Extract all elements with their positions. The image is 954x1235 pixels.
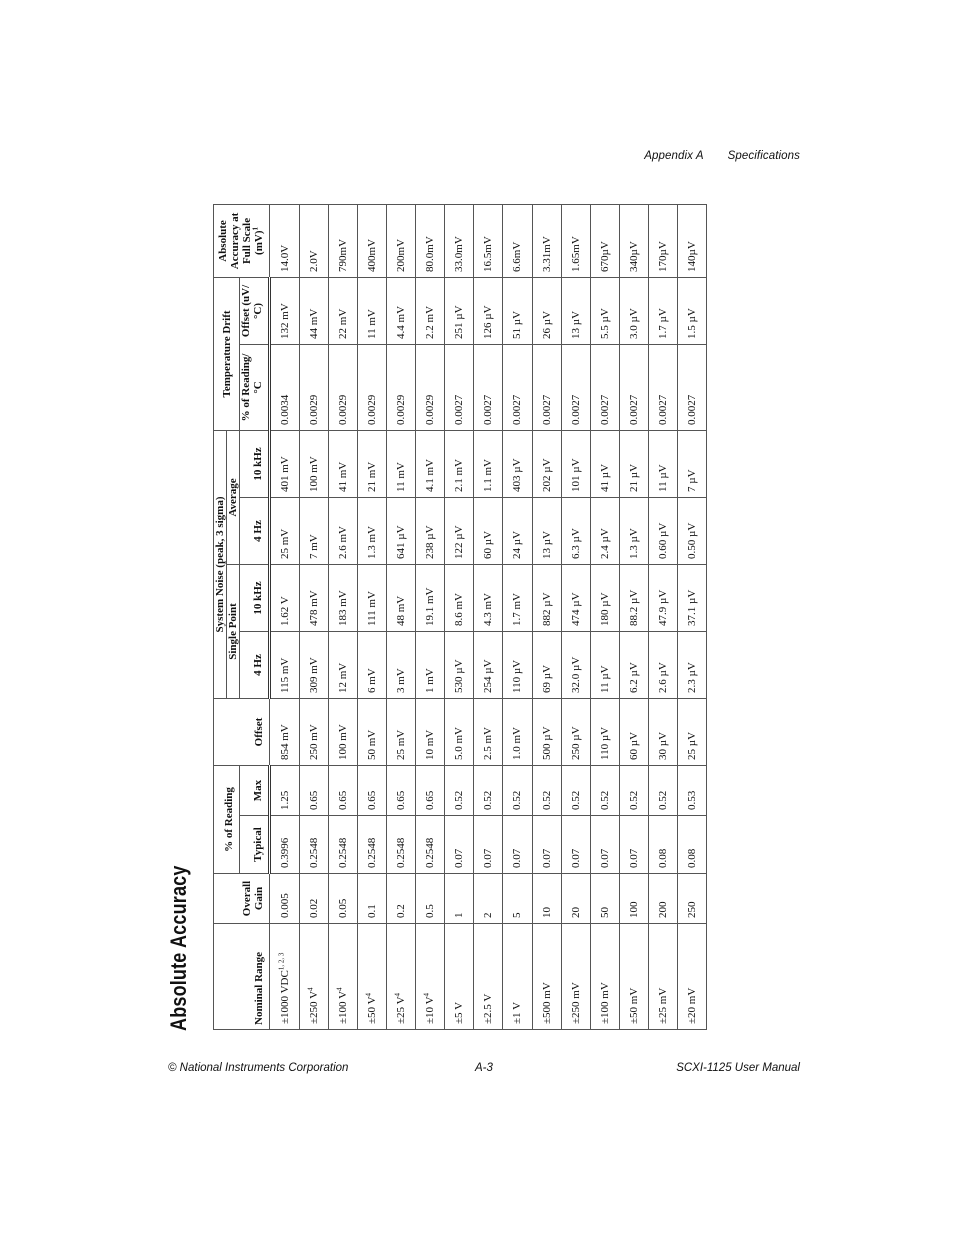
- cell-offset: 25 µV: [677, 699, 706, 766]
- cell-av10k: 41 µV: [590, 430, 619, 497]
- cell-typ: 0.07: [590, 816, 619, 874]
- col-offset: Offset: [214, 699, 270, 766]
- col-max: Max: [240, 766, 270, 816]
- cell-av4: 1.3 mV: [358, 498, 387, 565]
- table-row: [416, 204, 445, 1029]
- range-footnote: 4: [335, 987, 344, 991]
- range-value: ±10 V: [424, 996, 437, 1024]
- cell-av4: 7 mV: [300, 498, 329, 565]
- cell-off_c: 11 mV: [358, 277, 387, 344]
- range-footnote: 4: [422, 992, 431, 997]
- range-value: ±500 mV: [540, 982, 553, 1024]
- cell-gain: 5: [503, 874, 532, 924]
- cell-typ: 0.08: [648, 816, 677, 874]
- cell-pct_c: 0.0027: [474, 344, 503, 430]
- cell-sp10k: 4.3 mV: [474, 565, 503, 632]
- header-chapter: Specifications: [727, 150, 800, 162]
- range-value: ±250 mV: [569, 982, 582, 1024]
- cell-max: 0.52: [532, 766, 561, 816]
- cell-typ: 0.2548: [416, 816, 445, 874]
- cell-av4: 24 µV: [503, 498, 532, 565]
- col-sp-10khz: 10 kHz: [240, 565, 270, 632]
- col-av-10khz: 10 kHz: [240, 430, 270, 497]
- col-average: Average: [227, 430, 240, 564]
- cell-max: 0.52: [503, 766, 532, 816]
- cell-sp10k: 180 µV: [590, 565, 619, 632]
- cell-av10k: 1.1 mV: [474, 430, 503, 497]
- range-value: ±25 V: [395, 996, 408, 1024]
- range-value: ±100 mV: [598, 982, 611, 1024]
- cell-av4: 6.3 µV: [561, 498, 590, 565]
- cell-av4: 2.4 µV: [590, 498, 619, 565]
- cell-gain: 0.005: [270, 874, 300, 924]
- cell-offset: 25 mV: [387, 699, 416, 766]
- cell-typ: 0.08: [677, 816, 706, 874]
- cell-off_c: 251 µV: [445, 277, 474, 344]
- cell-sp10k: 88.2 µV: [619, 565, 648, 632]
- cell-off_c: 4.4 mV: [387, 277, 416, 344]
- cell-sp10k: 111 mV: [358, 565, 387, 632]
- cell-max: 0.52: [445, 766, 474, 816]
- cell-off_c: 13 µV: [561, 277, 590, 344]
- range-value: ±5 V: [453, 1001, 466, 1024]
- cell-gain: 250: [677, 874, 706, 924]
- cell-sp4: 6 mV: [358, 632, 387, 699]
- cell-sp4: 309 mV: [300, 632, 329, 699]
- cell-max: 0.52: [590, 766, 619, 816]
- cell-av10k: 403 µV: [503, 430, 532, 497]
- cell-sp4: 1 mV: [416, 632, 445, 699]
- cell-off_c: 5.5 µV: [590, 277, 619, 344]
- table-row: [300, 204, 329, 1029]
- cell-off_c: 132 mV: [270, 277, 300, 344]
- table-row: [445, 204, 474, 1029]
- cell-max: 0.52: [648, 766, 677, 816]
- cell-av4: 1.3 µV: [619, 498, 648, 565]
- cell-typ: 0.07: [532, 816, 561, 874]
- cell-range: [387, 924, 416, 1030]
- cell-pct_c: 0.0029: [300, 344, 329, 430]
- range-value: ±1 V: [511, 1001, 524, 1024]
- range-footnote: 4: [364, 992, 373, 997]
- cell-gain: 100: [619, 874, 648, 924]
- cell-range: [445, 924, 474, 1030]
- cell-av10k: 21 µV: [619, 430, 648, 497]
- cell-sp4: 115 mV: [270, 632, 300, 699]
- cell-max: 0.52: [619, 766, 648, 816]
- cell-off_c: 22 mV: [329, 277, 358, 344]
- cell-av4: 122 µV: [445, 498, 474, 565]
- col-av-4hz: 4 Hz: [240, 498, 270, 565]
- cell-sp10k: 47.9 µV: [648, 565, 677, 632]
- cell-abs: 670µV: [590, 204, 619, 277]
- cell-offset: 500 µV: [532, 699, 561, 766]
- cell-gain: 0.02: [300, 874, 329, 924]
- cell-av10k: 401 mV: [270, 430, 300, 497]
- table-row: [561, 204, 590, 1029]
- cell-av10k: 21 mV: [358, 430, 387, 497]
- cell-abs: 340µV: [619, 204, 648, 277]
- table-row: [619, 204, 648, 1029]
- cell-typ: 0.07: [445, 816, 474, 874]
- cell-sp10k: 37.1 µV: [677, 565, 706, 632]
- cell-offset: 50 mV: [358, 699, 387, 766]
- cell-off_c: 44 mV: [300, 277, 329, 344]
- cell-typ: 0.07: [474, 816, 503, 874]
- cell-abs: 790mV: [329, 204, 358, 277]
- cell-gain: 50: [590, 874, 619, 924]
- col-pct-reading-per-c: % of Reading/°C: [240, 344, 270, 430]
- cell-sp10k: 1.62 V: [270, 565, 300, 632]
- cell-abs: 80.0mV: [416, 204, 445, 277]
- cell-av10k: 101 µV: [561, 430, 590, 497]
- cell-offset: 10 mV: [416, 699, 445, 766]
- cell-abs: 6.6mV: [503, 204, 532, 277]
- cell-sp10k: 19.1 mV: [416, 565, 445, 632]
- cell-range: [677, 924, 706, 1030]
- cell-off_c: 26 µV: [532, 277, 561, 344]
- cell-av10k: 202 µV: [532, 430, 561, 497]
- cell-offset: 250 µV: [561, 699, 590, 766]
- cell-sp4: 254 µV: [474, 632, 503, 699]
- cell-offset: 5.0 mV: [445, 699, 474, 766]
- cell-typ: 0.2548: [300, 816, 329, 874]
- cell-pct_c: 0.0029: [358, 344, 387, 430]
- cell-av4: 60 µV: [474, 498, 503, 565]
- col-offset-drift: Offset (uV/°C): [240, 277, 270, 344]
- abs-accuracy-footnote: 1: [251, 227, 260, 231]
- cell-sp10k: 183 mV: [329, 565, 358, 632]
- cell-typ: 0.07: [503, 816, 532, 874]
- range-value: ±20 mV: [685, 987, 698, 1024]
- cell-av10k: 2.1 mV: [445, 430, 474, 497]
- cell-range: [590, 924, 619, 1030]
- cell-av10k: 41 mV: [329, 430, 358, 497]
- cell-sp4: 110 µV: [503, 632, 532, 699]
- page-title: Absolute Accuracy: [166, 865, 191, 1031]
- cell-range: [561, 924, 590, 1030]
- col-single-point: Single Point: [227, 565, 240, 699]
- cell-max: 0.65: [300, 766, 329, 816]
- cell-pct_c: 0.0027: [619, 344, 648, 430]
- cell-pct_c: 0.0027: [503, 344, 532, 430]
- heading-wrapper: [166, 829, 192, 1031]
- cell-off_c: 1.7 µV: [648, 277, 677, 344]
- range-footnote: 4: [306, 987, 315, 991]
- range-footnote: 1, 2, 3: [276, 952, 285, 971]
- cell-sp4: 2.6 µV: [648, 632, 677, 699]
- cell-offset: 854 mV: [270, 699, 300, 766]
- cell-offset: 60 µV: [619, 699, 648, 766]
- cell-abs: 16.5mV: [474, 204, 503, 277]
- cell-range: [474, 924, 503, 1030]
- cell-av4: 0.50 µV: [677, 498, 706, 565]
- table-body: [270, 204, 707, 1029]
- cell-av10k: 4.1 mV: [416, 430, 445, 497]
- cell-range: [532, 924, 561, 1030]
- col-temp-drift: Temperature Drift: [214, 277, 240, 430]
- cell-sp4: 6.2 µV: [619, 632, 648, 699]
- cell-range: [329, 924, 358, 1030]
- cell-pct_c: 0.0027: [590, 344, 619, 430]
- table-row: [329, 204, 358, 1029]
- cell-off_c: 2.2 mV: [416, 277, 445, 344]
- cell-range: [358, 924, 387, 1030]
- cell-range: [648, 924, 677, 1030]
- cell-offset: 110 µV: [590, 699, 619, 766]
- cell-max: 0.65: [329, 766, 358, 816]
- cell-abs: 3.31mV: [532, 204, 561, 277]
- range-footnote: 4: [393, 992, 402, 997]
- cell-av10k: 100 mV: [300, 430, 329, 497]
- cell-gain: 20: [561, 874, 590, 924]
- head-row-1: [214, 204, 227, 1029]
- cell-max: 0.65: [416, 766, 445, 816]
- cell-max: 0.52: [474, 766, 503, 816]
- cell-range: [416, 924, 445, 1030]
- cell-offset: 250 mV: [300, 699, 329, 766]
- cell-range: [503, 924, 532, 1030]
- cell-offset: 30 µV: [648, 699, 677, 766]
- cell-max: 0.52: [561, 766, 590, 816]
- col-system-noise: System Noise (peak, 3 sigma): [214, 430, 227, 698]
- cell-range: [619, 924, 648, 1030]
- col-typical: Typical: [240, 816, 270, 874]
- cell-sp4: 530 µV: [445, 632, 474, 699]
- absolute-accuracy-table: [213, 204, 707, 1030]
- cell-sp10k: 1.7 mV: [503, 565, 532, 632]
- cell-sp4: 12 mV: [329, 632, 358, 699]
- cell-sp10k: 882 µV: [532, 565, 561, 632]
- cell-max: 1.25: [270, 766, 300, 816]
- range-value: ±50 V: [366, 996, 379, 1024]
- cell-pct_c: 0.0027: [677, 344, 706, 430]
- cell-gain: 2: [474, 874, 503, 924]
- table-row: [532, 204, 561, 1029]
- range-value: ±2.5 V: [482, 993, 495, 1024]
- cell-av4: 2.6 mV: [329, 498, 358, 565]
- cell-pct_c: 0.0029: [387, 344, 416, 430]
- footer-manual-title: SCXI-1125 User Manual: [676, 1062, 800, 1074]
- cell-gain: 0.1: [358, 874, 387, 924]
- range-value: ±50 mV: [627, 987, 640, 1024]
- table-row: [387, 204, 416, 1029]
- cell-av4: 25 mV: [270, 498, 300, 565]
- cell-abs: 33.0mV: [445, 204, 474, 277]
- table-head: [214, 204, 270, 1029]
- table-row: [648, 204, 677, 1029]
- cell-sp10k: 474 µV: [561, 565, 590, 632]
- table-row: [358, 204, 387, 1029]
- cell-sp4: 32.0 µV: [561, 632, 590, 699]
- table-row: [474, 204, 503, 1029]
- cell-sp10k: 48 mV: [387, 565, 416, 632]
- cell-typ: 0.07: [561, 816, 590, 874]
- table-row: [270, 204, 300, 1029]
- cell-abs: 2.0V: [300, 204, 329, 277]
- cell-offset: 1.0 mV: [503, 699, 532, 766]
- cell-gain: 0.05: [329, 874, 358, 924]
- cell-typ: 0.2548: [329, 816, 358, 874]
- cell-abs: 170µV: [648, 204, 677, 277]
- cell-max: 0.65: [358, 766, 387, 816]
- cell-sp10k: 8.6 mV: [445, 565, 474, 632]
- cell-av4: 238 µV: [416, 498, 445, 565]
- rotated-table-container: [213, 205, 707, 1030]
- footer-page-number: A-3: [475, 1062, 493, 1074]
- table-row: [503, 204, 532, 1029]
- cell-abs: 400mV: [358, 204, 387, 277]
- range-value: ±1000 VDC: [278, 970, 291, 1024]
- cell-sp4: 11 µV: [590, 632, 619, 699]
- cell-typ: 0.2548: [358, 816, 387, 874]
- cell-abs: 14.0V: [270, 204, 300, 277]
- cell-off_c: 51 µV: [503, 277, 532, 344]
- cell-pct_c: 0.0027: [561, 344, 590, 430]
- cell-range: [270, 924, 300, 1030]
- cell-abs: 1.65mV: [561, 204, 590, 277]
- range-value: ±250 V: [308, 990, 321, 1024]
- cell-av10k: 7 µV: [677, 430, 706, 497]
- cell-gain: 1: [445, 874, 474, 924]
- cell-sp4: 3 mV: [387, 632, 416, 699]
- cell-abs: 200mV: [387, 204, 416, 277]
- col-nominal-range: Nominal Range: [214, 924, 270, 1030]
- footer-copyright: © National Instruments Corporation: [168, 1062, 349, 1074]
- cell-typ: 0.07: [619, 816, 648, 874]
- cell-pct_c: 0.0034: [270, 344, 300, 430]
- abs-accuracy-label: Absolute Accuracy at Full Scale (mV): [217, 212, 265, 270]
- cell-max: 0.65: [387, 766, 416, 816]
- cell-pct_c: 0.0027: [648, 344, 677, 430]
- cell-range: [300, 924, 329, 1030]
- cell-gain: 10: [532, 874, 561, 924]
- cell-gain: 0.2: [387, 874, 416, 924]
- cell-pct_c: 0.0029: [329, 344, 358, 430]
- cell-off_c: 1.5 µV: [677, 277, 706, 344]
- col-pct-reading: % of Reading: [214, 766, 240, 874]
- cell-sp4: 69 µV: [532, 632, 561, 699]
- cell-pct_c: 0.0029: [416, 344, 445, 430]
- header-section: Appendix A: [644, 150, 704, 162]
- table-row: [677, 204, 706, 1029]
- col-sp-4hz: 4 Hz: [240, 632, 270, 699]
- cell-av4: 641 µV: [387, 498, 416, 565]
- cell-typ: 0.2548: [387, 816, 416, 874]
- cell-pct_c: 0.0027: [532, 344, 561, 430]
- cell-offset: 100 mV: [329, 699, 358, 766]
- col-abs-accuracy: [214, 204, 270, 277]
- cell-sp4: 2.3 µV: [677, 632, 706, 699]
- col-overall-gain: Overall Gain: [214, 874, 270, 924]
- cell-off_c: 3.0 µV: [619, 277, 648, 344]
- page-header: [644, 150, 800, 162]
- cell-av4: 0.60 µV: [648, 498, 677, 565]
- cell-max: 0.53: [677, 766, 706, 816]
- cell-off_c: 126 µV: [474, 277, 503, 344]
- cell-av4: 13 µV: [532, 498, 561, 565]
- cell-pct_c: 0.0027: [445, 344, 474, 430]
- range-value: ±100 V: [337, 990, 350, 1024]
- cell-gain: 0.5: [416, 874, 445, 924]
- cell-av10k: 11 µV: [648, 430, 677, 497]
- cell-sp10k: 478 mV: [300, 565, 329, 632]
- cell-offset: 2.5 mV: [474, 699, 503, 766]
- cell-gain: 200: [648, 874, 677, 924]
- table-row: [590, 204, 619, 1029]
- cell-typ: 0.3996: [270, 816, 300, 874]
- cell-av10k: 11 mV: [387, 430, 416, 497]
- cell-abs: 140µV: [677, 204, 706, 277]
- range-value: ±25 mV: [656, 987, 669, 1024]
